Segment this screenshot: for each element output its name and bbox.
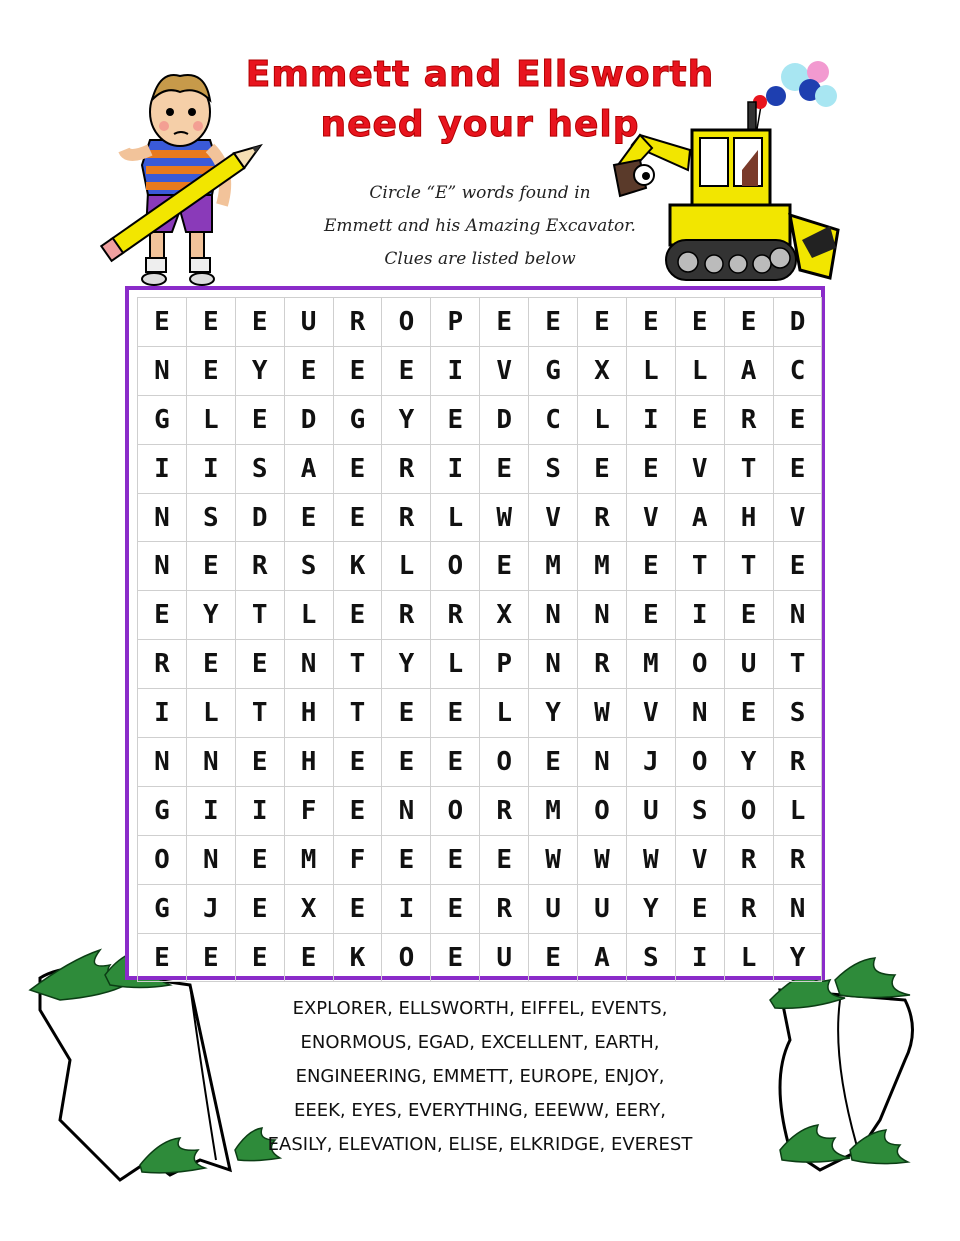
grid-cell[interactable]: Y xyxy=(187,591,236,640)
grid-cell[interactable]: E xyxy=(529,934,578,983)
grid-cell[interactable]: E xyxy=(431,689,480,738)
grid-cell[interactable]: M xyxy=(529,542,578,591)
grid-cell[interactable]: R xyxy=(138,640,187,689)
grid-cell[interactable]: N xyxy=(578,591,627,640)
grid-cell[interactable]: G xyxy=(138,885,187,934)
grid-cell[interactable]: T xyxy=(725,445,774,494)
grid-cell[interactable]: E xyxy=(627,542,676,591)
grid-cell[interactable]: L xyxy=(774,787,823,836)
grid-cell[interactable]: O xyxy=(431,542,480,591)
grid-cell[interactable]: V xyxy=(627,494,676,543)
grid-cell[interactable]: N xyxy=(382,787,431,836)
grid-cell[interactable]: E xyxy=(529,738,578,787)
grid-cell[interactable]: E xyxy=(285,934,334,983)
grid-cell[interactable]: E xyxy=(431,836,480,885)
grid-cell[interactable]: E xyxy=(285,494,334,543)
grid-cell[interactable]: T xyxy=(676,542,725,591)
grid-cell[interactable]: S xyxy=(285,542,334,591)
grid-cell[interactable]: E xyxy=(627,445,676,494)
grid-cell[interactable]: D xyxy=(236,494,285,543)
grid-cell[interactable]: V xyxy=(627,689,676,738)
grid-cell[interactable]: V xyxy=(676,836,725,885)
grid-cell[interactable]: G xyxy=(334,396,383,445)
grid-cell[interactable]: N xyxy=(187,738,236,787)
grid-cell[interactable]: F xyxy=(334,836,383,885)
grid-cell[interactable]: N xyxy=(138,738,187,787)
grid-cell[interactable]: E xyxy=(480,445,529,494)
grid-cell[interactable]: E xyxy=(236,934,285,983)
grid-cell[interactable]: I xyxy=(676,934,725,983)
grid-cell[interactable]: R xyxy=(725,885,774,934)
grid-cell[interactable]: F xyxy=(285,787,334,836)
clue-line-3: ENGINEERING, EMMETT, EUROPE, ENJOY, xyxy=(295,1066,665,1087)
grid-cell[interactable]: R xyxy=(236,542,285,591)
grid-cell[interactable]: E xyxy=(334,787,383,836)
grid-cell[interactable]: E xyxy=(334,445,383,494)
grid-cell[interactable]: U xyxy=(627,787,676,836)
grid-cell[interactable]: O xyxy=(725,787,774,836)
grid-cell[interactable]: E xyxy=(431,934,480,983)
grid-cell[interactable]: L xyxy=(627,347,676,396)
grid-cell[interactable]: E xyxy=(529,298,578,347)
grid-cell[interactable]: E xyxy=(480,542,529,591)
grid-cell[interactable]: J xyxy=(187,885,236,934)
grid-cell[interactable]: I xyxy=(676,591,725,640)
grid-cell[interactable]: W xyxy=(578,836,627,885)
grid-cell[interactable]: R xyxy=(578,494,627,543)
title-line-1: Emmett and Ellsworth xyxy=(245,54,715,95)
grid-cell[interactable]: S xyxy=(627,934,676,983)
grid-cell[interactable]: D xyxy=(285,396,334,445)
grid-cell[interactable]: R xyxy=(725,396,774,445)
grid-cell[interactable]: I xyxy=(236,787,285,836)
grid-cell[interactable]: T xyxy=(236,689,285,738)
grid-cell[interactable]: R xyxy=(382,494,431,543)
grid-cell[interactable]: E xyxy=(774,542,823,591)
grid-cell[interactable]: L xyxy=(578,396,627,445)
grid-cell[interactable]: W xyxy=(627,836,676,885)
grid-cell[interactable]: N xyxy=(187,836,236,885)
grid-cell[interactable]: E xyxy=(382,689,431,738)
grid-cell[interactable]: T xyxy=(334,640,383,689)
grid-cell[interactable]: Y xyxy=(382,640,431,689)
clue-list xyxy=(230,992,730,1162)
grid-cell[interactable]: E xyxy=(187,640,236,689)
grid-cell[interactable]: Y xyxy=(774,934,823,983)
grid-cell[interactable]: M xyxy=(529,787,578,836)
grid-cell[interactable]: R xyxy=(480,885,529,934)
grid-cell[interactable]: E xyxy=(676,885,725,934)
grid-cell[interactable]: S xyxy=(676,787,725,836)
grid-cell[interactable]: E xyxy=(627,591,676,640)
instructions-line-1: Circle “E” words found in xyxy=(369,183,591,203)
grid-cell[interactable]: E xyxy=(725,591,774,640)
grid-cell[interactable]: E xyxy=(480,836,529,885)
grid-cell[interactable]: O xyxy=(676,738,725,787)
grid-cell[interactable]: E xyxy=(431,738,480,787)
word-search-grid xyxy=(137,297,822,982)
grid-cell[interactable]: E xyxy=(138,591,187,640)
grid-cell[interactable]: R xyxy=(578,640,627,689)
grid-cell[interactable]: E xyxy=(285,347,334,396)
grid-cell[interactable]: T xyxy=(236,591,285,640)
grid-cell[interactable]: N xyxy=(578,738,627,787)
grid-cell[interactable]: V xyxy=(676,445,725,494)
grid-cell[interactable]: O xyxy=(578,787,627,836)
grid-cell[interactable]: N xyxy=(529,591,578,640)
grid-cell[interactable]: E xyxy=(236,396,285,445)
grid-cell[interactable]: E xyxy=(138,934,187,983)
grid-cell[interactable]: N xyxy=(529,640,578,689)
grid-cell[interactable]: C xyxy=(774,347,823,396)
grid-cell[interactable]: H xyxy=(285,738,334,787)
grid-cell[interactable]: E xyxy=(334,885,383,934)
grid-cell[interactable]: V xyxy=(774,494,823,543)
grid-cell[interactable]: T xyxy=(334,689,383,738)
grid-cell[interactable]: Y xyxy=(627,885,676,934)
grid-cell[interactable]: E xyxy=(774,396,823,445)
grid-cell[interactable]: I xyxy=(431,347,480,396)
grid-cell[interactable]: O xyxy=(382,934,431,983)
grid-cell[interactable]: E xyxy=(187,347,236,396)
grid-cell[interactable]: E xyxy=(774,445,823,494)
grid-cell[interactable]: U xyxy=(725,640,774,689)
grid-cell[interactable]: V xyxy=(480,347,529,396)
grid-cell[interactable]: R xyxy=(480,787,529,836)
grid-cell[interactable]: E xyxy=(676,396,725,445)
grid-cell[interactable]: W xyxy=(578,689,627,738)
grid-cell[interactable]: L xyxy=(725,934,774,983)
grid-cell[interactable]: A xyxy=(676,494,725,543)
grid-cell[interactable]: E xyxy=(578,445,627,494)
grid-cell[interactable]: O xyxy=(138,836,187,885)
grid-cell[interactable]: E xyxy=(382,347,431,396)
grid-cell[interactable]: E xyxy=(382,738,431,787)
grid-cell[interactable]: Y xyxy=(382,396,431,445)
grid-cell[interactable]: G xyxy=(529,347,578,396)
grid-cell[interactable]: K xyxy=(334,934,383,983)
grid-cell[interactable]: E xyxy=(236,738,285,787)
grid-cell[interactable]: Y xyxy=(236,347,285,396)
grid-cell[interactable]: E xyxy=(236,640,285,689)
clue-line-1: EXPLORER, ELLSWORTH, EIFFEL, EVENTS, xyxy=(292,998,668,1019)
grid-cell[interactable]: P xyxy=(480,640,529,689)
grid-cell[interactable]: I xyxy=(187,787,236,836)
grid-cell[interactable]: I xyxy=(431,445,480,494)
grid-cell[interactable]: M xyxy=(627,640,676,689)
grid-cell[interactable]: T xyxy=(774,640,823,689)
grid-cell[interactable]: G xyxy=(138,787,187,836)
instructions-line-3: Clues are listed below xyxy=(384,249,576,269)
grid-cell[interactable]: E xyxy=(431,885,480,934)
grid-cell[interactable]: I xyxy=(627,396,676,445)
grid-cell[interactable]: R xyxy=(334,298,383,347)
grid-cell[interactable]: I xyxy=(382,885,431,934)
grid-cell[interactable]: L xyxy=(431,494,480,543)
grid-cell[interactable]: C xyxy=(529,396,578,445)
grid-cell[interactable]: S xyxy=(187,494,236,543)
grid-cell[interactable]: R xyxy=(431,591,480,640)
grid-cell[interactable]: J xyxy=(627,738,676,787)
grid-cell[interactable]: O xyxy=(431,787,480,836)
grid-cell[interactable]: E xyxy=(334,347,383,396)
grid-cell[interactable]: A xyxy=(725,347,774,396)
grid-cell[interactable]: E xyxy=(480,298,529,347)
grid-cell[interactable]: E xyxy=(138,298,187,347)
grid-cell[interactable]: N xyxy=(138,347,187,396)
grid-cell[interactable]: A xyxy=(285,445,334,494)
grid-cell[interactable]: G xyxy=(138,396,187,445)
grid-cell[interactable]: D xyxy=(774,298,823,347)
grid-cell[interactable]: X xyxy=(480,591,529,640)
grid-cell[interactable]: N xyxy=(285,640,334,689)
grid-cell[interactable]: A xyxy=(578,934,627,983)
grid-cell[interactable]: Y xyxy=(725,738,774,787)
grid-cell[interactable]: H xyxy=(285,689,334,738)
grid-cell[interactable]: N xyxy=(676,689,725,738)
grid-cell[interactable]: E xyxy=(187,542,236,591)
grid-cell[interactable]: R xyxy=(774,738,823,787)
grid-cell[interactable]: L xyxy=(431,640,480,689)
grid-cell[interactable]: N xyxy=(138,494,187,543)
grid-cell[interactable]: X xyxy=(578,347,627,396)
grid-cell[interactable]: U xyxy=(285,298,334,347)
grid-cell[interactable]: L xyxy=(480,689,529,738)
grid-cell[interactable]: S xyxy=(236,445,285,494)
grid-cell[interactable]: P xyxy=(431,298,480,347)
grid-cell[interactable]: L xyxy=(382,542,431,591)
grid-cell[interactable]: X xyxy=(285,885,334,934)
grid-cell[interactable]: W xyxy=(529,836,578,885)
grid-cell[interactable]: I xyxy=(138,445,187,494)
clue-line-2: ENORMOUS, EGAD, EXCELLENT, EARTH, xyxy=(300,1032,660,1053)
grid-cell[interactable]: L xyxy=(676,347,725,396)
grid-cell[interactable]: E xyxy=(431,396,480,445)
grid-cell[interactable]: O xyxy=(676,640,725,689)
grid-cell[interactable]: S xyxy=(529,445,578,494)
grid-cell[interactable]: E xyxy=(382,836,431,885)
grid-cell[interactable]: M xyxy=(578,542,627,591)
grid-cell[interactable]: N xyxy=(774,885,823,934)
grid-cell[interactable]: E xyxy=(725,689,774,738)
grid-cell[interactable]: R xyxy=(774,836,823,885)
grid-cell[interactable]: Y xyxy=(529,689,578,738)
grid-cell[interactable]: L xyxy=(285,591,334,640)
grid-cell[interactable]: O xyxy=(480,738,529,787)
grid-cell[interactable]: R xyxy=(382,445,431,494)
grid-cell[interactable]: U xyxy=(529,885,578,934)
grid-cell[interactable]: E xyxy=(236,885,285,934)
grid-cell[interactable]: I xyxy=(138,689,187,738)
instructions-line-2: Emmett and his Amazing Excavator. xyxy=(324,216,636,236)
grid-cell[interactable]: N xyxy=(774,591,823,640)
grid-cell[interactable]: E xyxy=(627,298,676,347)
grid-cell[interactable]: E xyxy=(236,298,285,347)
grid-cell[interactable]: N xyxy=(138,542,187,591)
grid-cell[interactable]: I xyxy=(187,445,236,494)
grid-cell[interactable]: R xyxy=(725,836,774,885)
grid-cell[interactable]: U xyxy=(480,934,529,983)
grid-cell[interactable]: V xyxy=(529,494,578,543)
grid-cell[interactable]: K xyxy=(334,542,383,591)
grid-cell[interactable]: E xyxy=(334,591,383,640)
clue-line-4: EEEK, EYES, EVERYTHING, EEEWW, EERY, xyxy=(293,1100,667,1121)
grid-cell[interactable]: E xyxy=(334,494,383,543)
grid-cell[interactable]: S xyxy=(774,689,823,738)
grid-cell[interactable]: O xyxy=(382,298,431,347)
grid-cell[interactable]: E xyxy=(236,836,285,885)
grid-cell[interactable]: E xyxy=(725,298,774,347)
grid-cell[interactable]: W xyxy=(480,494,529,543)
grid-cell[interactable]: L xyxy=(187,396,236,445)
balloon-cluster xyxy=(753,61,837,135)
grid-cell[interactable]: U xyxy=(578,885,627,934)
grid-cell[interactable]: D xyxy=(480,396,529,445)
grid-cell[interactable]: R xyxy=(382,591,431,640)
grid-cell[interactable]: E xyxy=(578,298,627,347)
grid-cell[interactable]: T xyxy=(725,542,774,591)
grid-cell[interactable]: E xyxy=(187,934,236,983)
grid-cell[interactable]: M xyxy=(285,836,334,885)
grid-cell[interactable]: E xyxy=(187,298,236,347)
grid-cell[interactable]: E xyxy=(676,298,725,347)
title-line-2: need your help xyxy=(320,104,640,145)
grid-cell[interactable]: L xyxy=(187,689,236,738)
grid-cell[interactable]: H xyxy=(725,494,774,543)
clue-line-5: EASILY, ELEVATION, ELISE, ELKRIDGE, EVEREST xyxy=(267,1134,693,1155)
grid-cell[interactable]: E xyxy=(334,738,383,787)
